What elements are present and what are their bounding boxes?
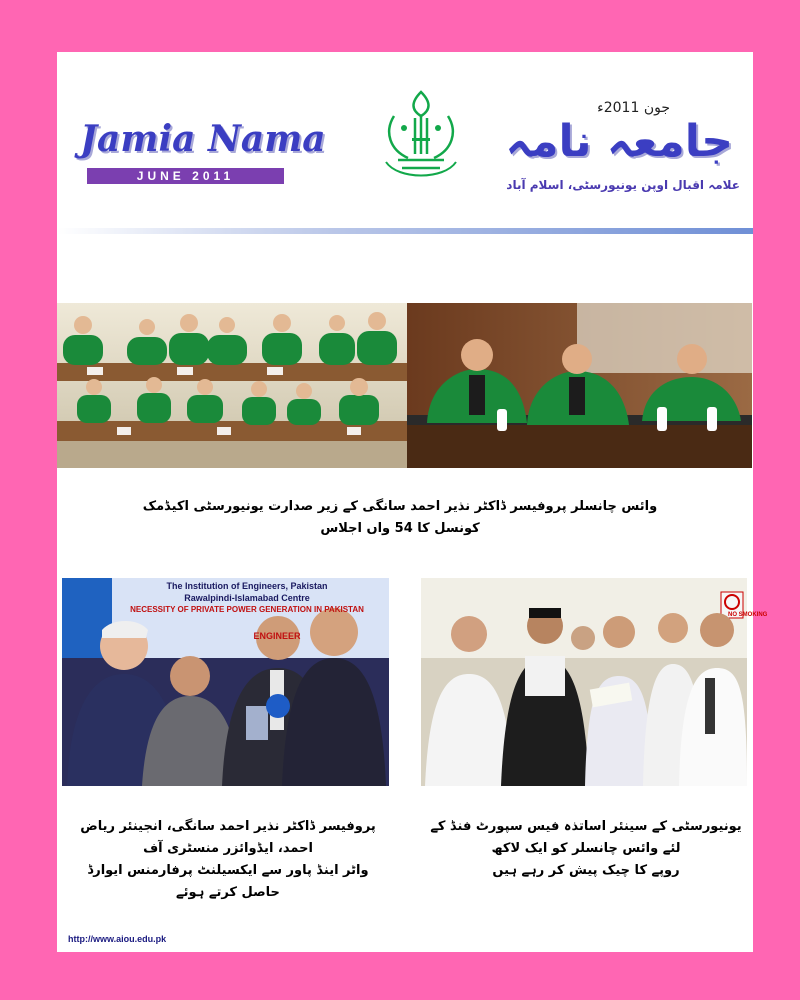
no-smoking-sign: NO SMOKING	[728, 612, 768, 618]
header-divider	[57, 228, 753, 234]
issue-date-ur: جون 2011ء	[597, 100, 670, 116]
issue-date-band: JUNE 2011	[87, 168, 284, 184]
council-meeting-caption: وائس چانسلر پروفیسر ڈاکٹر نذیر احمد سانگی کے زیر صدارت یونیورسٹی اکیڈمک کونسل کا 54 واں اجلاس	[142, 499, 658, 536]
university-name-ur: علامہ اقبال اوپن یونیورسٹی، اسلام آباد	[506, 178, 740, 192]
masthead-title-en: Jamia Nama	[80, 118, 326, 160]
event-banner-line4: ENGINEER	[253, 631, 301, 641]
award-caption-line1: پروفیسر ڈاکٹر نذیر احمد سانگی، انجینئر ریاض احمد، ایڈوائزر منسٹری آف	[80, 819, 376, 856]
cheque-caption-line1: یونیورسٹی کے سینئر اساتذہ فیس سپورٹ فنڈ کے لئے وائس چانسلر کو ایک لاکھ	[430, 819, 742, 856]
cheque-caption	[424, 816, 748, 882]
event-banner-text	[112, 580, 382, 642]
award-caption-line2: واٹر اینڈ پاور سے ایکسیلنٹ پرفارمنس ایوارڈ حاصل کرتے ہوئے	[87, 863, 369, 900]
masthead-title-ur: جامعہ نامہ	[505, 116, 733, 167]
council-meeting-photo	[57, 303, 752, 468]
university-logo	[368, 88, 474, 188]
cheque-caption-line2: روپے کا چیک پیش کر رہے ہیں	[492, 863, 680, 878]
footer-url-link[interactable]: http://www.aiou.edu.pk	[68, 934, 167, 944]
award-caption	[66, 816, 390, 904]
event-banner-line2: Rawalpindi-Islamabad Centre	[184, 593, 310, 603]
event-banner-line1: The Institution of Engineers, Pakistan	[166, 581, 328, 591]
event-banner-line3: NECESSITY OF PRIVATE POWER GENERATION IN PAKISTAN	[130, 605, 364, 614]
